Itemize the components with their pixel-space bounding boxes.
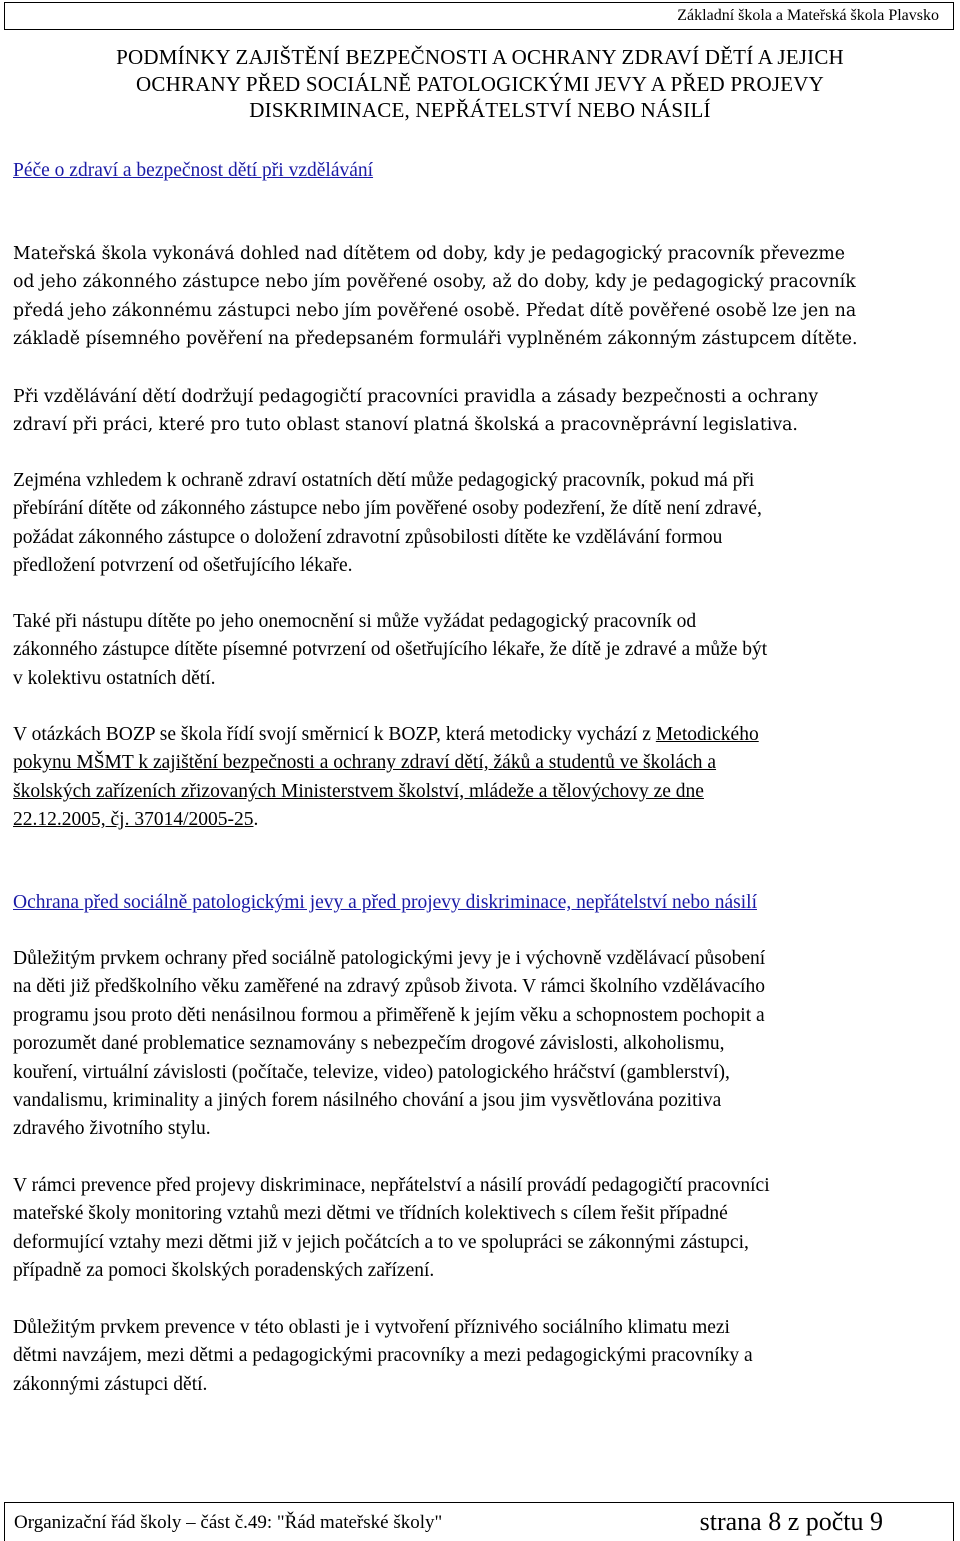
- paragraph-education-prevention: [13, 945, 948, 1144]
- text-line: zdravého životního stylu.: [13, 1118, 211, 1140]
- text-line: přebírání dítěte od zákonného zástupce nebo jím pověřené osoby podezření, že dítě není zdravé,: [13, 498, 762, 520]
- text-line: [13, 806, 948, 834]
- paragraph-bozp: [13, 721, 948, 835]
- text-line: Zejména vzhledem k ochraně zdraví ostatních dětí může pedagogický pracovník, pokud má při: [13, 470, 755, 491]
- text-line: [13, 721, 948, 749]
- text-line: programu jsou proto děti nenásilnou formou a přiměřeně k jejím věku a schopnostem pochopit a: [13, 1004, 765, 1026]
- paragraph-social-climate: [13, 1314, 948, 1399]
- title-line: OCHRANY PŘED SOCIÁLNĚ PATOLOGICKÝMI JEVY A PŘED PROJEVY: [136, 71, 824, 96]
- paragraph-safety-rules: [13, 383, 948, 440]
- text-line: vandalismu, kriminality a jiných forem násilného chování a jsou jim vysvětlována pozitiva: [13, 1090, 722, 1112]
- paragraph-supervision: [13, 240, 948, 354]
- school-name: Základní škola a Mateřská škola Plavsko: [677, 7, 939, 24]
- text-line: případně za pomoci školských poradenských zařízení.: [13, 1260, 435, 1282]
- text-line: předložení potvrzení od ošetřujícího lékaře.: [13, 555, 353, 577]
- paragraph-health-check: [13, 467, 948, 581]
- text-line: v kolektivu ostatních dětí.: [13, 667, 216, 689]
- text-line: Také při nástupu dítěte po jeho onemocnění si může vyžádat pedagogický pracovník od: [13, 611, 697, 632]
- text-line: zákonného zástupce dítěte písemné potvrzení od ošetřujícího lékaře, že dítě je zdravé a může být: [13, 639, 768, 661]
- page-footer: [4, 1502, 954, 1541]
- text-span: .: [253, 809, 259, 831]
- section-heading-health[interactable]: Péče o zdraví a bezpečnost dětí při vzdělávání: [13, 160, 374, 181]
- text-line: Důležitým prvkem ochrany před sociálně patologickými jevy je i výchovně vzdělávací působení: [13, 948, 766, 969]
- text-line: zákonnými zástupci dětí.: [13, 1373, 208, 1395]
- document-title: [0, 44, 960, 124]
- text-line: zdraví při práci, které pro tuto oblast stanoví platná školská a pracovněprávní legislativa.: [13, 415, 798, 436]
- text-line: dětmi navzájem, mezi dětmi a pedagogickými pracovníky a mezi pedagogickými pracovníky a: [13, 1345, 753, 1367]
- page-header: [4, 2, 954, 30]
- text-line: základě písemného pověření na předepsaném formuláři vyplněném zákonným zástupcem dítěte.: [13, 329, 858, 350]
- paragraph-after-illness: [13, 608, 948, 693]
- text-line: Důležitým prvkem prevence v této oblasti je i vytvoření příznivého sociálního klimatu mezi: [13, 1317, 730, 1338]
- methodical-guideline-link[interactable]: Metodického: [655, 724, 759, 745]
- text-line: deformující vztahy mezi dětmi již v jejich počátcích a to ve spolupráci se zákonnými zástupci,: [13, 1231, 749, 1253]
- footer-document-name: Organizační řád školy – část č.49: "Řád mateřské školy": [14, 1512, 443, 1533]
- paragraph-discrimination-prevention: [13, 1172, 948, 1286]
- text-line: od jeho zákonného zástupce nebo jím pověřené osoby, až do doby, kdy je pedagogický pracovník: [13, 272, 856, 293]
- text-line: Při vzdělávání dětí dodržují pedagogičtí pracovníci pravidla a zásady bezpečnosti a ochrany: [13, 387, 819, 407]
- methodical-guideline-link[interactable]: školských zařízeních zřizovaných Ministerstvem školství, mládeže a tělovýchovy ze dne: [13, 780, 704, 802]
- text-line: porozumět dané problematice seznamovány s nebezpečím drogové závislosti, alkoholismu,: [13, 1033, 725, 1055]
- title-line: PODMÍNKY ZAJIŠTĚNÍ BEZPEČNOSTI A OCHRANY ZDRAVÍ DĚTÍ A JEJICH: [116, 45, 844, 69]
- title-line: DISKRIMINACE, NEPŘÁTELSTVÍ NEBO NÁSILÍ: [249, 98, 711, 122]
- text-line: Mateřská škola vykonává dohled nad dítětem od doby, kdy je pedagogický pracovník převezme: [13, 244, 846, 264]
- text-line: kouření, virtuální závislosti (počítače, televize, video) patologického hráčství (gamblerství),: [13, 1061, 730, 1083]
- text-line: na děti již předškolního věku zaměřené na zdravý způsob života. V rámci školního vzdělávacího: [13, 976, 765, 998]
- text-line: předá jeho zákonnému zástupci nebo jím pověřené osobě. Předat dítě pověřené osobě lze jen na: [13, 300, 857, 321]
- methodical-guideline-link[interactable]: pokynu MŠMT k zajištění bezpečnosti a ochrany zdraví dětí, žáků a studentů ve školách a: [13, 752, 717, 774]
- text-line: mateřské školy monitoring vztahů mezi dětmi ve třídních kolektivech s cílem řešit případné: [13, 1203, 728, 1225]
- methodical-guideline-link[interactable]: 22.12.2005, čj. 37014/2005-25: [13, 809, 254, 831]
- text-line: V rámci prevence před projevy diskriminace, nepřátelství a násilí provádí pedagogičtí pracovníci: [13, 1175, 770, 1196]
- text-span: V otázkách BOZP se škola řídí svojí směrnicí k BOZP, která metodicky vychází z: [13, 724, 656, 745]
- text-line: požádat zákonného zástupce o doložení zdravotní způsobilosti dítěte ke vzdělávání formou: [13, 526, 723, 548]
- page-number: strana 8 z počtu 9: [699, 1507, 883, 1536]
- section-heading-prevention[interactable]: Ochrana před sociálně patologickými jevy a před projevy diskriminace, nepřátelství nebo násilí: [13, 892, 758, 913]
